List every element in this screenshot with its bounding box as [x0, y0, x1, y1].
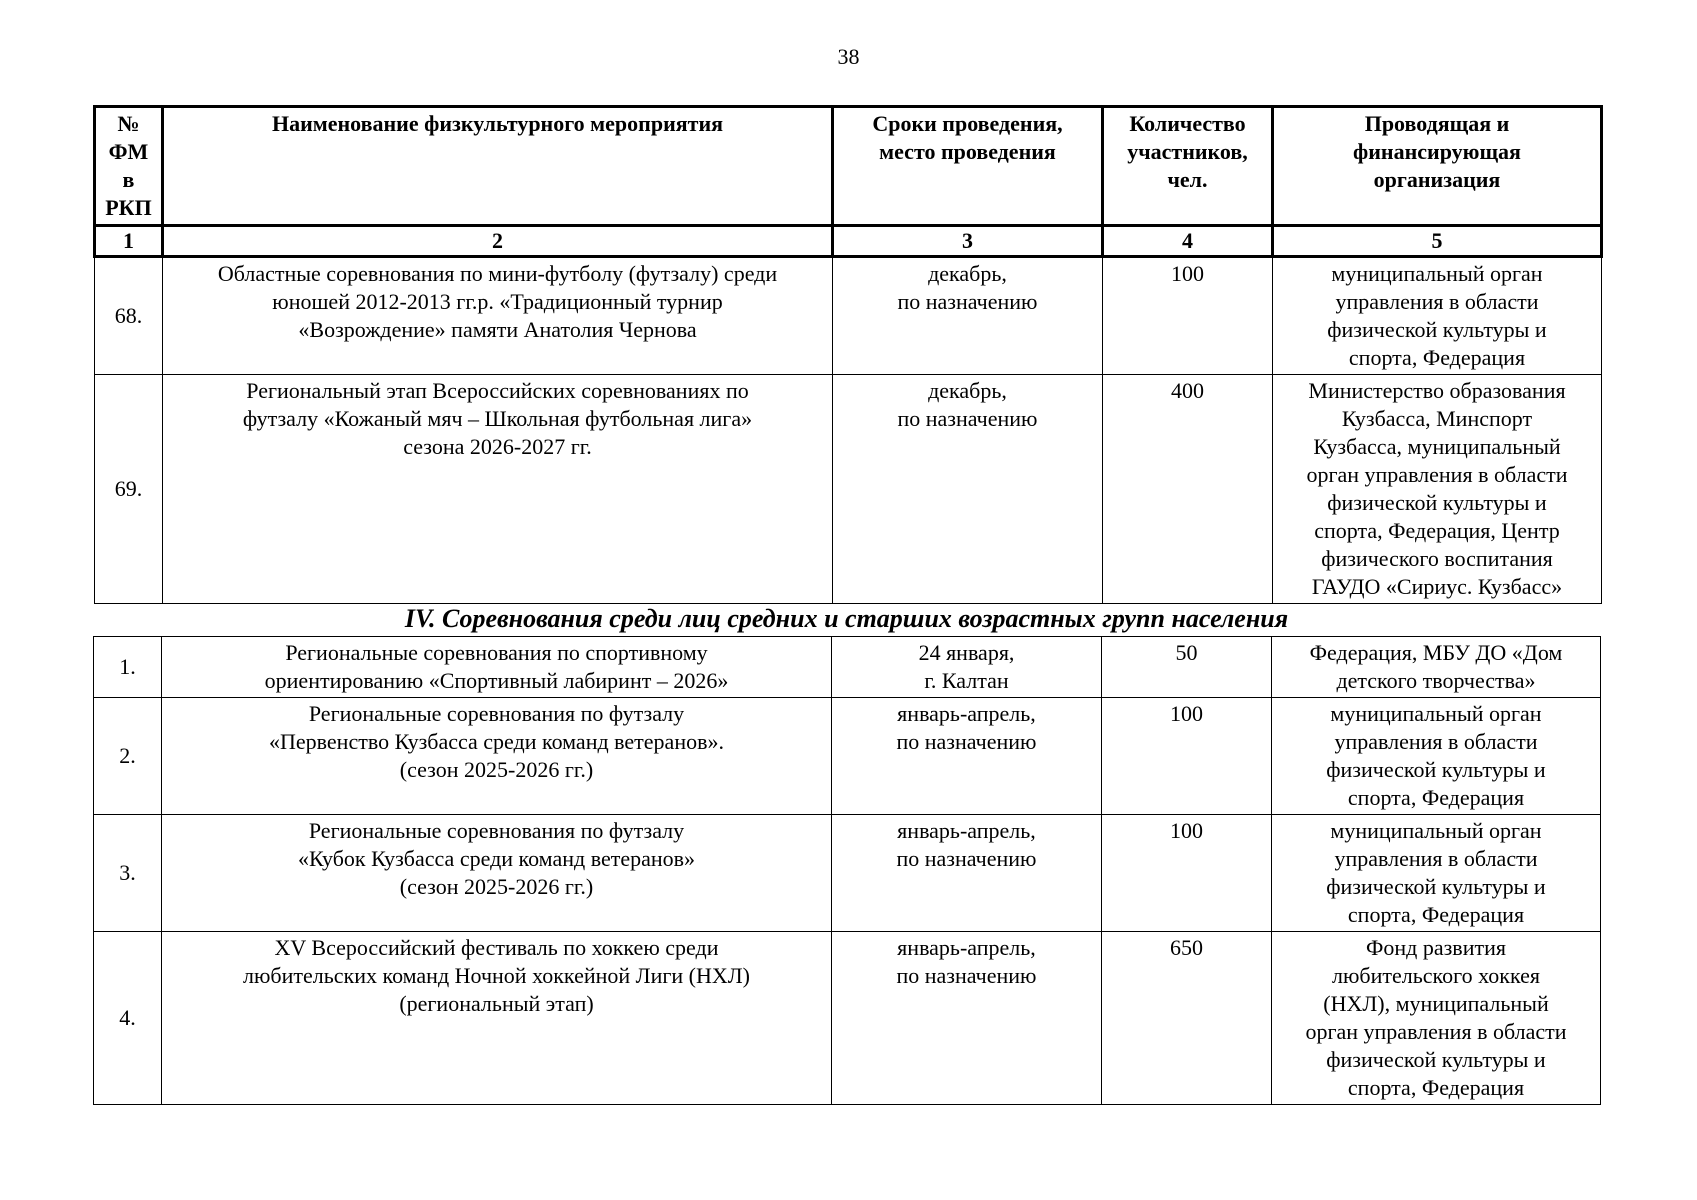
header-line: место проведения	[879, 139, 1056, 164]
text-line: XV Всероссийский фестиваль по хоккею среди	[274, 935, 719, 960]
header-line: в	[122, 167, 135, 192]
text-line: физического воспитания	[1321, 546, 1553, 571]
text-line: спорта, Федерация	[1348, 345, 1526, 370]
text-line: спорта, Федерация	[1347, 1075, 1525, 1100]
column-number: 5	[1273, 226, 1602, 257]
event-name	[163, 257, 833, 375]
event-name	[163, 375, 833, 604]
text-line: любительского хоккея	[1332, 963, 1540, 988]
header-participants	[1103, 107, 1273, 226]
column-number-row	[95, 226, 1602, 257]
row-number: 68.	[95, 257, 163, 375]
header-line: ФМ	[108, 139, 149, 164]
text-line: по назначению	[896, 846, 1037, 871]
header-line: Количество	[1129, 111, 1246, 136]
text-line: ГАУДО «Сириус. Кузбасс»	[1311, 574, 1563, 599]
text-line: (НХЛ), муниципальный	[1323, 991, 1549, 1016]
text-line: по назначению	[897, 406, 1038, 431]
table-row	[95, 257, 1602, 375]
event-dates	[833, 375, 1103, 604]
participant-count: 650	[1102, 932, 1272, 1105]
text-line: спорта, Федерация	[1347, 902, 1525, 927]
text-line: (сезон 2025-2026 гг.)	[399, 757, 594, 782]
text-line: орган управления в области	[1306, 462, 1568, 487]
text-line: Региональные соревнования по футзалу	[308, 818, 685, 843]
text-line: управления в области	[1334, 846, 1538, 871]
text-line: управления в области	[1335, 289, 1539, 314]
text-line: (сезон 2025-2026 гг.)	[399, 874, 594, 899]
header-line: организация	[1373, 167, 1501, 192]
text-line: 24 января,	[918, 640, 1015, 665]
participant-count: 100	[1102, 698, 1272, 815]
table-row	[94, 698, 1601, 815]
events-table	[93, 105, 1603, 604]
section-title: IV. Соревнования среди лиц средних и старших возрастных групп населения	[404, 604, 1289, 633]
column-number: 2	[163, 226, 833, 257]
text-line: Региональный этап Всероссийских соревнованиях по	[246, 378, 749, 403]
column-number: 3	[833, 226, 1103, 257]
event-name	[162, 815, 832, 932]
organization	[1272, 698, 1601, 815]
text-line: муниципальный орган	[1330, 818, 1542, 843]
header-line: Сроки проведения,	[872, 111, 1063, 136]
header-event-name: Наименование физкультурного мероприятия	[163, 107, 833, 226]
text-line: г. Калтан	[924, 668, 1009, 693]
text-line: спорта, Федерация, Центр	[1314, 518, 1560, 543]
text-line: декабрь,	[928, 261, 1007, 286]
text-line: январь-апрель,	[897, 701, 1036, 726]
event-dates	[832, 698, 1102, 815]
column-number: 4	[1103, 226, 1273, 257]
text-line: юношей 2012-2013 гг.р. «Традиционный турнир	[272, 289, 723, 314]
table-row	[95, 375, 1602, 604]
text-line: январь-апрель,	[897, 935, 1036, 960]
text-line: декабрь,	[928, 378, 1007, 403]
row-number: 3.	[94, 815, 162, 932]
text-line: физической культуры и	[1327, 317, 1547, 342]
event-dates	[832, 932, 1102, 1105]
header-line: №	[117, 111, 140, 136]
text-line: сезона 2026-2027 гг.	[403, 434, 592, 459]
column-number: 1	[95, 226, 163, 257]
text-line: Региональные соревнования по спортивному	[285, 640, 708, 665]
row-number: 69.	[95, 375, 163, 604]
participant-count: 100	[1103, 257, 1273, 375]
text-line: «Первенство Кузбасса среди команд ветеранов».	[269, 729, 724, 754]
organization	[1273, 375, 1602, 604]
text-line: физической культуры и	[1326, 1047, 1546, 1072]
page-number: 38	[837, 44, 860, 69]
event-name	[162, 637, 832, 698]
participant-count: 400	[1103, 375, 1273, 604]
text-line: детского творчества»	[1336, 668, 1536, 693]
text-line: Министерство образования	[1308, 378, 1566, 403]
text-line: физической культуры и	[1326, 874, 1546, 899]
text-line: муниципальный орган	[1331, 261, 1543, 286]
text-line: Кузбасса, Минспорт	[1341, 406, 1533, 431]
header-organization	[1273, 107, 1602, 226]
text-line: январь-апрель,	[897, 818, 1036, 843]
text-line: Областные соревнования по мини-футболу (футзалу) среди	[217, 261, 778, 286]
event-dates	[832, 815, 1102, 932]
header-number	[95, 107, 163, 226]
text-line: управления в области	[1334, 729, 1538, 754]
header-line: финансирующая	[1353, 139, 1521, 164]
table-header-row	[95, 107, 1602, 226]
organization	[1272, 932, 1601, 1105]
header-line: чел.	[1167, 167, 1208, 192]
text-line: «Возрождение» памяти Анатолия Чернова	[298, 317, 697, 342]
row-number: 2.	[94, 698, 162, 815]
table-row	[94, 932, 1601, 1105]
text-line: «Кубок Кузбасса среди команд ветеранов»	[297, 846, 696, 871]
text-line: Фонд развития	[1366, 935, 1506, 960]
text-line: физической культуры и	[1327, 490, 1547, 515]
event-name	[162, 698, 832, 815]
event-name	[162, 932, 832, 1105]
text-line: Кузбасса, муниципальный	[1313, 434, 1561, 459]
text-line: Региональные соревнования по футзалу	[308, 701, 685, 726]
header-line: Проводящая и	[1364, 111, 1510, 136]
participant-count: 100	[1102, 815, 1272, 932]
table-row	[94, 637, 1601, 698]
text-line: муниципальный орган	[1330, 701, 1542, 726]
organization	[1272, 815, 1601, 932]
text-line: (региональный этап)	[399, 991, 594, 1016]
text-line: по назначению	[897, 289, 1038, 314]
header-dates-place	[833, 107, 1103, 226]
organization	[1272, 637, 1601, 698]
row-number: 1.	[94, 637, 162, 698]
text-line: спорта, Федерация	[1347, 785, 1525, 810]
header-line: участников,	[1127, 139, 1248, 164]
organization	[1273, 257, 1602, 375]
text-line: ориентированию «Спортивный лабиринт – 2026»	[264, 668, 729, 693]
participant-count: 50	[1102, 637, 1272, 698]
table-row	[94, 815, 1601, 932]
text-line: по назначению	[896, 729, 1037, 754]
text-line: футзалу «Кожаный мяч – Школьная футбольная лига»	[242, 406, 753, 431]
text-line: по назначению	[896, 963, 1037, 988]
text-line: любительских команд Ночной хоккейной Лиги (НХЛ)	[243, 963, 750, 988]
header-line: РКП	[105, 195, 152, 220]
section-table	[93, 636, 1601, 1105]
row-number: 4.	[94, 932, 162, 1105]
event-dates	[832, 637, 1102, 698]
event-dates	[833, 257, 1103, 375]
text-line: Федерация, МБУ ДО «Дом	[1309, 640, 1563, 665]
text-line: физической культуры и	[1326, 757, 1546, 782]
text-line: орган управления в области	[1305, 1019, 1567, 1044]
